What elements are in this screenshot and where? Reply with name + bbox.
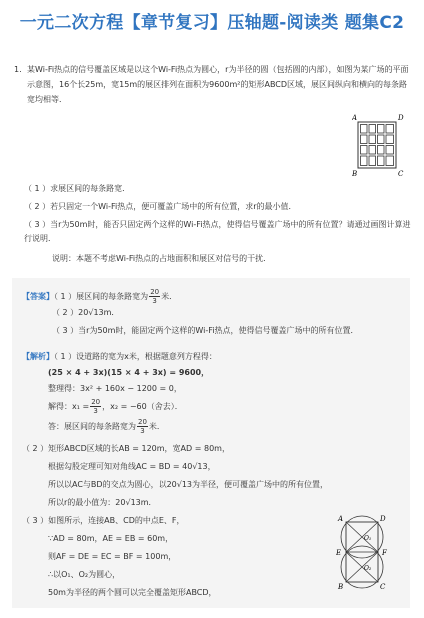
problem-text: 某Wi-Fi热点的信号覆盖区域是以这个Wi-Fi热点为圆心，r为半径的圆（包括圆的内部），如图为某广场的平面示意图，16个长25m，宽15m的展区排列在面积为9600m²的矩形ABCD区域，展区间纵向和横向的每条路宽均相等． — [27, 65, 409, 104]
label-c: C — [398, 170, 404, 178]
two-circles-figure — [336, 512, 392, 592]
label-b: B — [338, 583, 344, 591]
label-c: C — [380, 583, 386, 591]
fraction: $\frac{20}{3}$ — [138, 418, 147, 435]
analysis-line-7: 根据勾股定理可知对角线AC = BD = 40√13， — [48, 462, 216, 471]
question-1: （ 1 ）求展区间的每条路宽． — [24, 184, 131, 193]
question-note: 说明：本题不考虑Wi-Fi热点的占地面积和展区对信号的干扰． — [52, 254, 272, 263]
page-title: 一元二次方程【章节复习】压轴题-阅读类 题集C2 — [19, 13, 405, 33]
analysis-tag: 【解析】 — [22, 352, 54, 361]
label-d: D — [380, 515, 386, 523]
analysis-line-1: 【解析】（ 1 ）设道路的宽为x米，根据题意列方程得： — [22, 352, 217, 361]
analysis-line-13: ∴以O₁、O₂为圆心， — [48, 570, 121, 579]
analysis-line-8: 所以以AC与BD的交点为圆心，以20√13为半径，便可覆盖广场中的所有位置， — [48, 480, 329, 489]
label-a: A — [352, 114, 358, 122]
analysis-line-2: (25 × 4 + 3x)(15 × 4 + 3x) = 9600， — [48, 368, 210, 377]
answer-tag: 【答案】 — [22, 292, 54, 301]
analysis-line-3: 整理得：3x² + 160x − 1200 = 0， — [48, 384, 182, 393]
answer-2: （ 2 ）20√13m． — [52, 308, 120, 317]
analysis-line-12: 则AF = DE = EC = BF = 100m， — [48, 552, 177, 561]
plaza-grid-figure — [352, 112, 406, 178]
label-f: F — [382, 549, 387, 557]
analysis-line-6: （ 2 ）矩形ABCD区域的长AB = 120m，宽AD = 80m， — [22, 444, 230, 453]
answer-line-1: 【答案】（ 1 ）展区间的每条路宽为 $\frac{20}{3}$ 米． — [22, 288, 178, 305]
problem-statement — [14, 62, 410, 107]
label-o1: O₁ — [364, 535, 372, 542]
analysis-line-5: 答：展区间的每条路宽为 $\frac{20}{3}$ 米． — [48, 418, 165, 435]
question-3: （ 3 ）当r为50m时，能否只固定两个这样的Wi-Fi热点，使得信号覆盖广场中的所有位置？请通过画图计算进行说明． — [24, 220, 411, 243]
analysis-line-11: ∵AD = 80m，AE = EB = 60m， — [48, 534, 174, 543]
analysis-line-4: 解得：x₁ = $\frac{20}{3}$ ，x₂ = −60（舍去）． — [48, 398, 183, 415]
answer-1-text: （ 1 ）展区间的每条路宽为 — [54, 292, 149, 301]
analysis-line-14: 50m为半径的两个圆可以完全覆盖矩形ABCD， — [48, 588, 217, 597]
label-a: A — [338, 515, 344, 523]
question-2: （ 2 ）若只固定一个Wi-Fi热点，便可覆盖广场中的所有位置，求r的最小值． — [24, 202, 297, 211]
fraction: $\frac{20}{3}$ — [150, 288, 160, 305]
answer-3: （ 3 ）当r为50m时，能固定两个这样的Wi-Fi热点，使得信号覆盖广场中的所有位置． — [52, 326, 359, 335]
analysis-line-10: （ 3 ）如图所示，连接AB、CD的中点E、F， — [22, 516, 185, 525]
label-e: E — [336, 549, 342, 557]
label-d: D — [398, 114, 404, 122]
label-o2: O₂ — [364, 565, 372, 572]
label-b: B — [352, 170, 358, 178]
problem-number: 1. — [14, 65, 22, 74]
fraction: $\frac{20}{3}$ — [91, 398, 101, 415]
analysis-line-9: 所以r的最小值为：20√13m． — [48, 498, 157, 507]
